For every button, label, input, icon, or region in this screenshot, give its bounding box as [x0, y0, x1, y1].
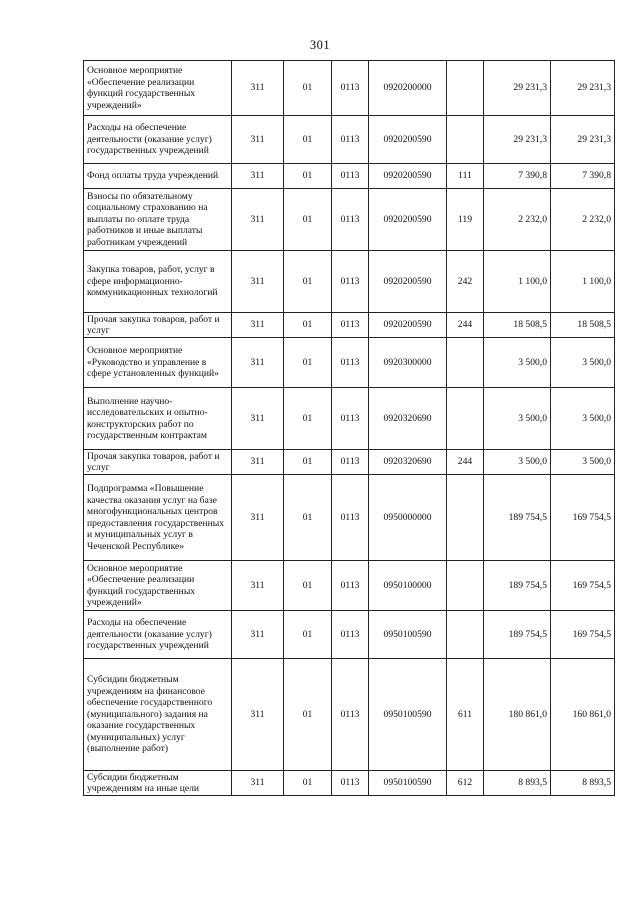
ministry-code: 311 — [232, 116, 284, 164]
amount-second: 160 861,0 — [551, 659, 615, 771]
amount-first: 29 231,3 — [484, 61, 551, 116]
expense-type-code: 244 — [447, 313, 484, 338]
subsection-code: 0113 — [332, 313, 369, 338]
target-article-code: 0950100590 — [369, 771, 447, 796]
ministry-code: 311 — [232, 561, 284, 611]
section-code: 01 — [284, 189, 332, 251]
row-name: Прочая закупка товаров, работ и услуг — [84, 450, 232, 475]
ministry-code: 311 — [232, 771, 284, 796]
amount-first: 3 500,0 — [484, 338, 551, 388]
table-row — [84, 475, 615, 561]
table-row — [84, 450, 615, 475]
expense-type-code — [447, 475, 484, 561]
amount-second: 3 500,0 — [551, 450, 615, 475]
amount-first: 189 754,5 — [484, 611, 551, 659]
ministry-code: 311 — [232, 388, 284, 450]
page-number: 301 — [309, 38, 331, 52]
amount-second: 7 390,8 — [551, 164, 615, 189]
amount-first: 189 754,5 — [484, 561, 551, 611]
row-name: Закупка товаров, работ, услуг в сфере информационно-коммуникационных технологий — [84, 251, 232, 313]
subsection-code: 0113 — [332, 338, 369, 388]
expense-type-code: 119 — [447, 189, 484, 251]
amount-second: 8 893,5 — [551, 771, 615, 796]
ministry-code: 311 — [232, 475, 284, 561]
row-name: Субсидии бюджетным учреждениям на иные цели — [84, 771, 232, 796]
ministry-code: 311 — [232, 338, 284, 388]
amount-second: 29 231,3 — [551, 61, 615, 116]
table-row — [84, 338, 615, 388]
section-code: 01 — [284, 338, 332, 388]
ministry-code: 311 — [232, 611, 284, 659]
row-name: Подпрограмма «Повышение качества оказания услуг на базе многофункциональных центров предоставления государственных и муниципальных услуг в Чеченской Республике» — [84, 475, 232, 561]
subsection-code: 0113 — [332, 611, 369, 659]
section-code: 01 — [284, 561, 332, 611]
amount-second: 169 754,5 — [551, 475, 615, 561]
subsection-code: 0113 — [332, 116, 369, 164]
expense-type-code: 612 — [447, 771, 484, 796]
ministry-code: 311 — [232, 61, 284, 116]
amount-second: 169 754,5 — [551, 561, 615, 611]
amount-first: 3 500,0 — [484, 388, 551, 450]
target-article-code: 0950100590 — [369, 611, 447, 659]
budget-table — [83, 60, 615, 796]
expense-type-code — [447, 388, 484, 450]
amount-first: 8 893,5 — [484, 771, 551, 796]
section-code: 01 — [284, 611, 332, 659]
table-row — [84, 771, 615, 796]
subsection-code: 0113 — [332, 164, 369, 189]
row-name: Прочая закупка товаров, работ и услуг — [84, 313, 232, 338]
amount-first: 18 508,5 — [484, 313, 551, 338]
subsection-code: 0113 — [332, 561, 369, 611]
target-article-code: 0920200590 — [369, 189, 447, 251]
subsection-code: 0113 — [332, 189, 369, 251]
table-row — [84, 313, 615, 338]
table-row — [84, 561, 615, 611]
target-article-code: 0950100000 — [369, 561, 447, 611]
row-name: Основное мероприятие «Обеспечение реализации функций государственных учреждений» — [84, 561, 232, 611]
table-row — [84, 611, 615, 659]
amount-first: 180 861,0 — [484, 659, 551, 771]
subsection-code: 0113 — [332, 251, 369, 313]
section-code: 01 — [284, 116, 332, 164]
amount-first: 7 390,8 — [484, 164, 551, 189]
amount-second: 3 500,0 — [551, 338, 615, 388]
expense-type-code: 242 — [447, 251, 484, 313]
row-name: Основное мероприятие «Руководство и управление в сфере установленных функций» — [84, 338, 232, 388]
target-article-code: 0950000000 — [369, 475, 447, 561]
row-name: Выполнение научно-исследовательских и опытно-конструкторских работ по государственным контрактам — [84, 388, 232, 450]
target-article-code: 0920300000 — [369, 338, 447, 388]
amount-second: 1 100,0 — [551, 251, 615, 313]
section-code: 01 — [284, 450, 332, 475]
expense-type-code — [447, 116, 484, 164]
expense-type-code — [447, 61, 484, 116]
table-row — [84, 189, 615, 251]
target-article-code: 0920200590 — [369, 313, 447, 338]
subsection-code: 0113 — [332, 450, 369, 475]
target-article-code: 0920320690 — [369, 450, 447, 475]
expense-type-code — [447, 338, 484, 388]
section-code: 01 — [284, 251, 332, 313]
table-row — [84, 388, 615, 450]
amount-second: 18 508,5 — [551, 313, 615, 338]
table-row — [84, 164, 615, 189]
section-code: 01 — [284, 659, 332, 771]
table-row — [84, 116, 615, 164]
target-article-code: 0920200000 — [369, 61, 447, 116]
target-article-code: 0920320690 — [369, 388, 447, 450]
section-code: 01 — [284, 61, 332, 116]
amount-first: 189 754,5 — [484, 475, 551, 561]
subsection-code: 0113 — [332, 388, 369, 450]
subsection-code: 0113 — [332, 659, 369, 771]
table-row — [84, 251, 615, 313]
amount-second: 169 754,5 — [551, 611, 615, 659]
row-name: Расходы на обеспечение деятельности (оказание услуг) государственных учреждений — [84, 611, 232, 659]
section-code: 01 — [284, 164, 332, 189]
amount-first: 2 232,0 — [484, 189, 551, 251]
target-article-code: 0920200590 — [369, 116, 447, 164]
ministry-code: 311 — [232, 313, 284, 338]
section-code: 01 — [284, 475, 332, 561]
ministry-code: 311 — [232, 659, 284, 771]
section-code: 01 — [284, 771, 332, 796]
amount-first: 1 100,0 — [484, 251, 551, 313]
target-article-code: 0920200590 — [369, 251, 447, 313]
row-name: Субсидии бюджетным учреждениям на финансовое обеспечение государственного (муниципального) задания на оказание государственных (муниципальных) услуг (выполнение работ) — [84, 659, 232, 771]
row-name: Взносы по обязательному социальному страхованию на выплаты по оплате труда работников и иные выплаты работникам учреждений — [84, 189, 232, 251]
expense-type-code: 611 — [447, 659, 484, 771]
row-name: Основное мероприятие «Обеспечение реализации функций государственных учреждений» — [84, 61, 232, 116]
ministry-code: 311 — [232, 164, 284, 189]
expense-type-code — [447, 561, 484, 611]
target-article-code: 0920200590 — [369, 164, 447, 189]
row-name: Расходы на обеспечение деятельности (оказание услуг) государственных учреждений — [84, 116, 232, 164]
expense-type-code: 244 — [447, 450, 484, 475]
subsection-code: 0113 — [332, 61, 369, 116]
row-name: Фонд оплаты труда учреждений — [84, 164, 232, 189]
amount-second: 29 231,3 — [551, 116, 615, 164]
expense-type-code: 111 — [447, 164, 484, 189]
amount-second: 2 232,0 — [551, 189, 615, 251]
ministry-code: 311 — [232, 251, 284, 313]
amount-first: 3 500,0 — [484, 450, 551, 475]
ministry-code: 311 — [232, 450, 284, 475]
table-row — [84, 61, 615, 116]
ministry-code: 311 — [232, 189, 284, 251]
subsection-code: 0113 — [332, 475, 369, 561]
section-code: 01 — [284, 313, 332, 338]
expense-type-code — [447, 611, 484, 659]
table-row — [84, 659, 615, 771]
subsection-code: 0113 — [332, 771, 369, 796]
target-article-code: 0950100590 — [369, 659, 447, 771]
amount-first: 29 231,3 — [484, 116, 551, 164]
amount-second: 3 500,0 — [551, 388, 615, 450]
section-code: 01 — [284, 388, 332, 450]
